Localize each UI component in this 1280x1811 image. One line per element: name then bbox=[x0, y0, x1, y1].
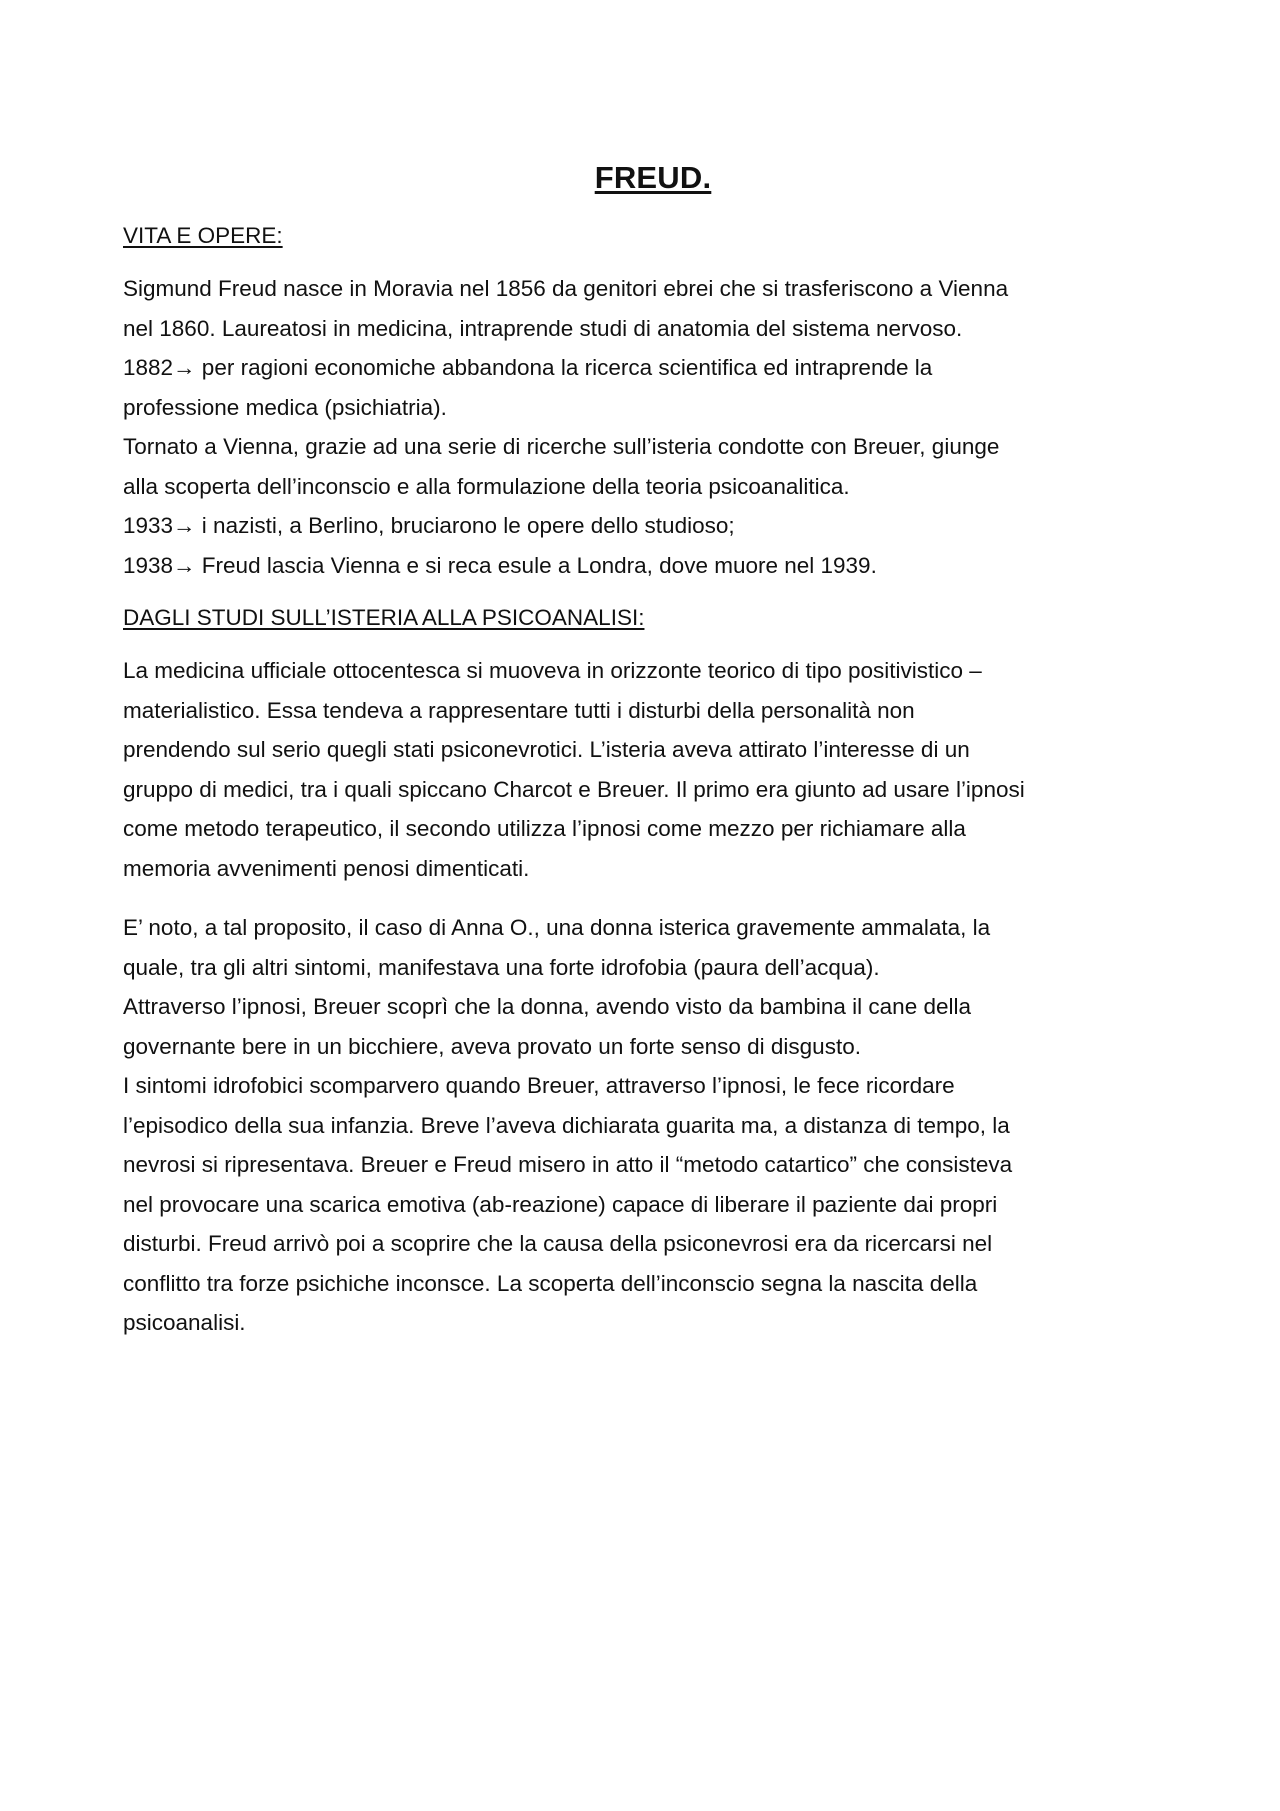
paragraph bbox=[123, 651, 1183, 888]
text-line: disturbi. Freud arrivò poi a scoprire che la causa della psiconevrosi era da ricercarsi nel bbox=[123, 1231, 993, 1256]
text-line: nel provocare una scarica emotiva (ab-reazione) capace di liberare il paziente dai propri bbox=[123, 1191, 998, 1217]
text-line: Attraverso l’ipnosi, Breuer scoprì che la donna, avendo visto da bambina il cane della bbox=[123, 994, 971, 1019]
section-dagli-studi-sull-isteria bbox=[123, 605, 1183, 1343]
text-line: alla scoperta dell’inconscio e alla formulazione della teoria psicoanalitica. bbox=[123, 473, 850, 499]
text-line: 1933→ i nazisti, a Berlino, bruciarono le opere dello studioso; bbox=[123, 513, 735, 538]
text-line: governante bere in un bicchiere, aveva provato un forte senso di disgusto. bbox=[123, 1033, 861, 1059]
text-line: 1882→ per ragioni economiche abbandona la ricerca scientifica ed intraprende la bbox=[123, 355, 933, 380]
text-line: psicoanalisi. bbox=[123, 1310, 246, 1335]
text-line: nevrosi si ripresentava. Breuer e Freud misero in atto il “metodo catartico” che consisteva bbox=[123, 1152, 1013, 1177]
section-heading: DAGLI STUDI SULL’ISTERIA ALLA PSICOANALISI: bbox=[123, 605, 645, 630]
text-line: come metodo terapeutico, il secondo utilizza l’ipnosi come mezzo per richiamare alla bbox=[123, 816, 966, 841]
text-line: gruppo di medici, tra i quali spiccano Charcot e Breuer. Il primo era giunto ad usare l’ipnosi bbox=[123, 776, 1025, 802]
text-line: l’episodico della sua infanzia. Breve l’aveva dichiarata guarita ma, a distanza di tempo, la bbox=[123, 1112, 1010, 1138]
text-line: I sintomi idrofobici scomparvero quando Breuer, attraverso l’ipnosi, le fece ricordare bbox=[123, 1073, 955, 1098]
text-line: Tornato a Vienna, grazie ad una serie di ricerche sull’isteria condotte con Breuer, giunge bbox=[123, 434, 1000, 459]
text-line: Sigmund Freud nasce in Moravia nel 1856 da genitori ebrei che si trasferiscono a Vienna bbox=[123, 276, 1009, 301]
text-line: 1938→ Freud lascia Vienna e si reca esule a Londra, dove muore nel 1939. bbox=[123, 552, 877, 578]
text-line: La medicina ufficiale ottocentesca si muoveva in orizzonte teorico di tipo positivistico – bbox=[123, 658, 982, 683]
text-line: materialistico. Essa tendeva a rappresentare tutti i disturbi della personalità non bbox=[123, 697, 915, 723]
document-content bbox=[123, 160, 1183, 1363]
text-line: prendendo sul serio quegli stati psiconevrotici. L’isteria aveva attirato l’interesse di un bbox=[123, 737, 970, 762]
text-line: conflitto tra forze psichiche inconsce. La scoperta dell’inconscio segna la nascita della bbox=[123, 1270, 978, 1296]
text-line: E’ noto, a tal proposito, il caso di Anna O., una donna isterica gravemente ammalata, la bbox=[123, 915, 991, 940]
document-title: FREUD. bbox=[594, 160, 712, 195]
paragraph bbox=[123, 908, 1183, 1343]
text-line: nel 1860. Laureatosi in medicina, intraprende studi di anatomia del sistema nervoso. bbox=[123, 315, 963, 341]
section-heading: VITA E OPERE: bbox=[123, 223, 283, 248]
text-line: quale, tra gli altri sintomi, manifestava una forte idrofobia (paura dell’acqua). bbox=[123, 954, 880, 980]
paragraph bbox=[123, 269, 1183, 585]
text-line: professione medica (psichiatria). bbox=[123, 394, 447, 420]
text-line: memoria avvenimenti penosi dimenticati. bbox=[123, 855, 530, 881]
section-vita-e-opere bbox=[123, 223, 1183, 585]
